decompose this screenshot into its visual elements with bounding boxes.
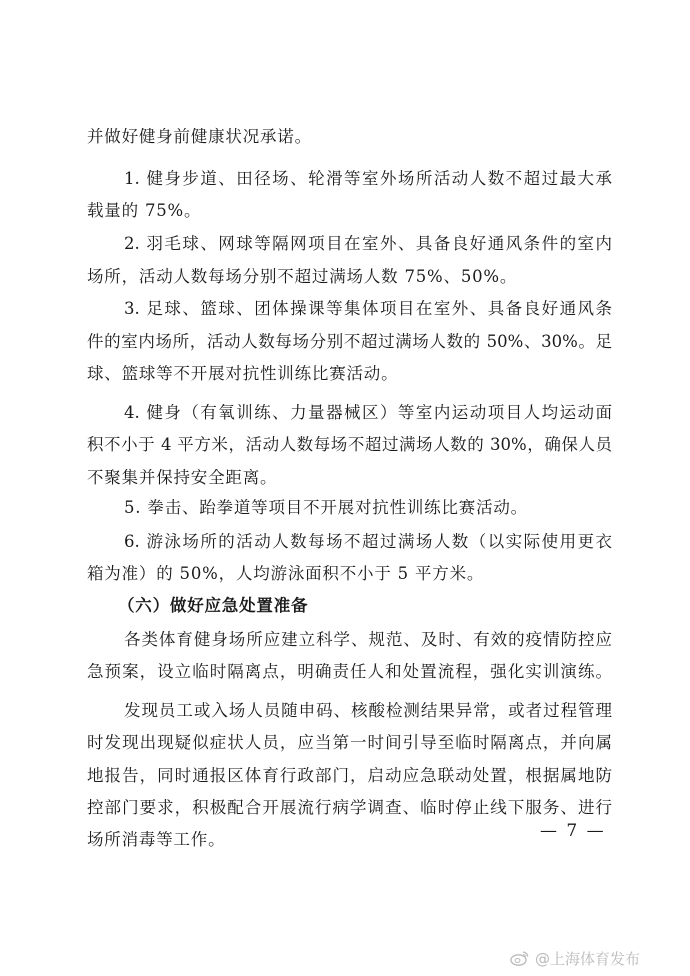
paragraph-line: 急预案，设立临时隔离点，明确责任人和处置流程，强化实训演练。 bbox=[87, 662, 612, 681]
paragraph-line: 箱为准）的 50%，人均游泳面积不小于 5 平方米。 bbox=[87, 564, 485, 583]
paragraph-line: 4. 健身（有氧训练、力量器械区）等室内运动项目人均运动面 bbox=[124, 403, 612, 422]
paragraph-line: 5. 拳击、跆拳道等项目不开展对抗性训练比赛活动。 bbox=[124, 498, 528, 517]
weibo-icon bbox=[510, 950, 530, 966]
watermark-text: @上海体育发布 bbox=[535, 949, 641, 968]
paragraph-line: 3. 足球、篮球、团体操课等集体项目在室外、具备良好通风条 bbox=[124, 299, 612, 318]
paragraph-line: 2. 羽毛球、网球等隔网项目在室外、具备良好通风条件的室内 bbox=[124, 234, 612, 253]
paragraph-line: 6. 游泳场所的活动人数每场不超过满场人数（以实际使用更衣 bbox=[124, 532, 612, 551]
paragraph-line: 不聚集并保持安全距离。 bbox=[87, 468, 278, 487]
paragraph-line: 载量的 75%。 bbox=[87, 201, 202, 220]
paragraph-line: 1. 健身步道、田径场、轮滑等室外场所活动人数不超过最大承 bbox=[124, 169, 612, 188]
paragraph-line: 并做好健身前健康状况承诺。 bbox=[87, 127, 312, 146]
paragraph-line: 发现员工或入场人员随申码、核酸检测结果异常，或者过程管理 bbox=[124, 701, 612, 720]
paragraph-line: 场所消毒等工作。 bbox=[87, 830, 226, 849]
paragraph-line: 地报告，同时通报区体育行政部门，启动应急联动处置，根据属地防 bbox=[87, 766, 612, 785]
paragraph-line: 积不小于 4 平方米，活动人数每场不超过满场人数的 30%，确保人员 bbox=[87, 435, 612, 454]
paragraph-line: 球、篮球等不开展对抗性训练比赛活动。 bbox=[87, 364, 399, 383]
paragraph-line: 场所，活动人数每场分别不超过满场人数 75%、50%。 bbox=[87, 267, 518, 286]
page-number: — 7 — bbox=[540, 821, 606, 841]
section-heading: （六）做好应急处置准备 bbox=[118, 596, 309, 615]
paragraph-line: 控部门要求，积极配合开展流行病学调查、临时停止线下服务、进行 bbox=[87, 798, 612, 817]
watermark bbox=[510, 946, 640, 970]
paragraph-line: 各类体育健身场所应建立科学、规范、及时、有效的疫情防控应 bbox=[124, 630, 612, 649]
paragraph-line: 时发现出现疑似症状人员，应当第一时间引导至临时隔离点，并向属 bbox=[87, 733, 612, 752]
paragraph-line: 件的室内场所，活动人数每场分别不超过满场人数的 50%、30%。足 bbox=[87, 332, 612, 351]
